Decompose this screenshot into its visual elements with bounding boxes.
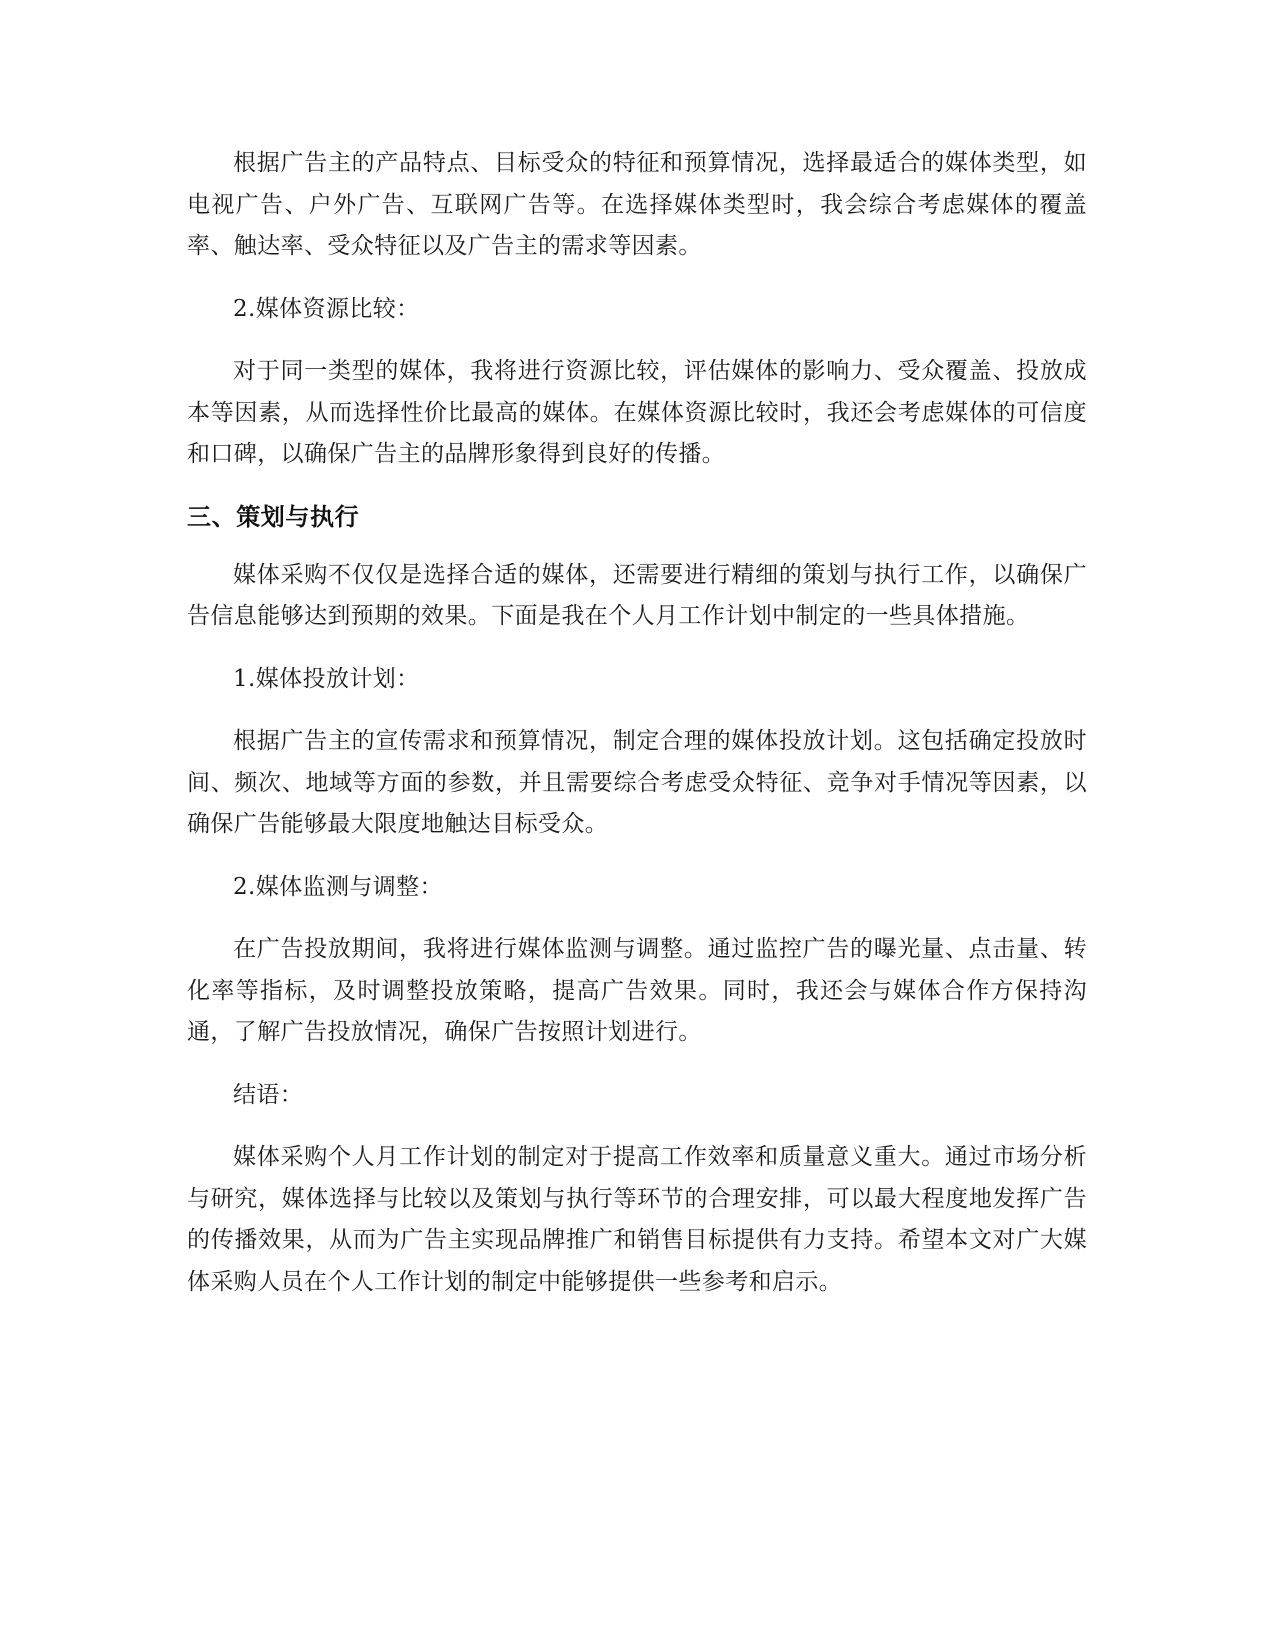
- paragraph-media-monitoring: 在广告投放期间，我将进行媒体监测与调整。通过监控广告的曝光量、点击量、转化率等指标，及时调整投放策略，提高广告效果。同时，我还会与媒体合作方保持沟通，了解广告投放情况，确保广告按照计划进行。: [187, 936, 1087, 1045]
- paragraph-media-resource-comparison: 对于同一类型的媒体，我将进行资源比较，评估媒体的影响力、受众覆盖、投放成本等因素，从而选择性价比最高的媒体。在媒体资源比较时，我还会考虑媒体的可信度和口碑，以确保广告主的品牌形象得到良好的传播。: [187, 358, 1087, 467]
- paragraph-media-placement-plan: 根据广告主的宣传需求和预算情况，制定合理的媒体投放计划。这包括确定投放时间、频次、地域等方面的参数，并且需要综合考虑受众特征、竞争对手情况等因素，以确保广告能够最大限度地触达目标受众。: [187, 728, 1087, 837]
- document-page: [187, 143, 1087, 1303]
- subheading-conclusion: 结语：: [233, 1081, 304, 1108]
- subheading-media-monitoring: 2.媒体监测与调整：: [233, 873, 443, 900]
- paragraph-media-type-selection: 根据广告主的产品特点、目标受众的特征和预算情况，选择最适合的媒体类型，如电视广告、户外广告、互联网广告等。在选择媒体类型时，我会综合考虑媒体的覆盖率、触达率、受众特征以及广告主的需求等因素。: [187, 150, 1087, 259]
- paragraph-planning-intro: 媒体采购不仅仅是选择合适的媒体，还需要进行精细的策划与执行工作，以确保广告信息能够达到预期的效果。下面是我在个人月工作计划中制定的一些具体措施。: [187, 561, 1087, 629]
- subheading-media-resource-comparison: 2.媒体资源比较：: [233, 295, 420, 322]
- section-heading-planning-execution: 三、策划与执行: [187, 502, 360, 531]
- subheading-media-placement-plan: 1.媒体投放计划：: [233, 665, 420, 692]
- paragraph-conclusion: 媒体采购个人月工作计划的制定对于提高工作效率和质量意义重大。通过市场分析与研究，媒体选择与比较以及策划与执行等环节的合理安排，可以最大程度地发挥广告的传播效果，从而为广告主实现品牌推广和销售目标提供有力支持。希望本文对广大媒体采购人员在个人工作计划的制定中能够提供一些参考和启示。: [187, 1144, 1087, 1295]
